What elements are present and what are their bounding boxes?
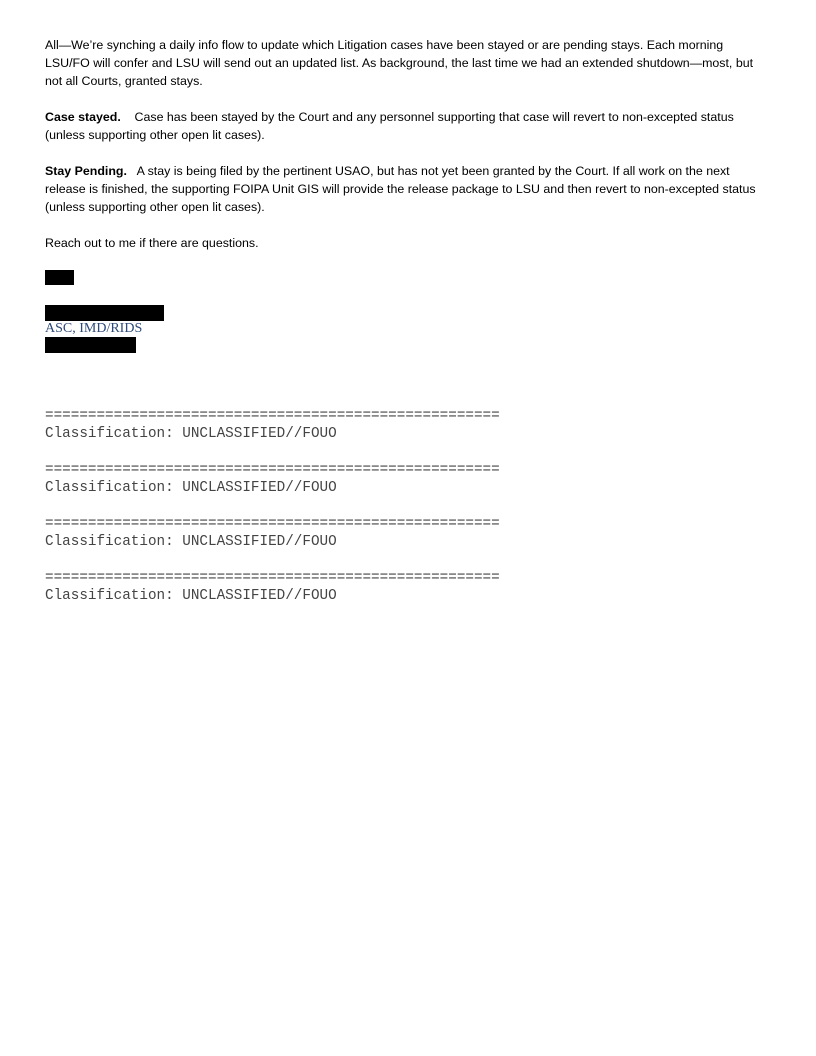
classification-block [45, 461, 771, 497]
classification-block [45, 407, 771, 443]
classification-block [45, 569, 771, 605]
stay-pending-text: A stay is being filed by the pertinent USAO, but has not yet been granted by the Court. If all work on the next release is finished, the supporting FOIPA Unit GIS will provide the release package to LSU and then revert to non-excepted status (unless supporting other open lit cases). [45, 164, 756, 214]
classification-line: Classification: UNCLASSIFIED//FOUO [45, 426, 337, 442]
separator-line: ===================================================== [45, 570, 500, 586]
stay-pending-heading: Stay Pending. [45, 164, 127, 178]
classification-footer [45, 407, 771, 605]
redaction-bar-contact [45, 337, 136, 353]
case-stayed-paragraph [45, 108, 771, 144]
classification-line: Classification: UNCLASSIFIED//FOUO [45, 588, 337, 604]
stay-pending-paragraph [45, 162, 771, 216]
classification-block [45, 515, 771, 551]
intro-paragraph: All—We’re synching a daily info flow to update which Litigation cases have been stayed or are pending stays. Each morning LSU/FO will confer and LSU will send out an updated list. As background, the last time we had an extended shutdown—most, but not all Courts, granted stays. [45, 38, 754, 88]
redaction-bar-fullname [45, 305, 164, 321]
classification-line: Classification: UNCLASSIFIED//FOUO [45, 480, 337, 496]
email-body [45, 36, 771, 623]
classification-line: Classification: UNCLASSIFIED//FOUO [45, 534, 337, 550]
separator-line: ===================================================== [45, 462, 500, 478]
case-stayed-heading: Case stayed. [45, 110, 121, 124]
separator-line: ===================================================== [45, 516, 500, 532]
separator-line: ===================================================== [45, 408, 500, 424]
redaction-bar-name [45, 270, 74, 285]
signature-block [45, 270, 771, 353]
closing-paragraph: Reach out to me if there are questions. [45, 236, 259, 250]
signature-title: ASC, IMD/RIDS [45, 321, 143, 336]
case-stayed-text: Case has been stayed by the Court and any personnel supporting that case will revert to non-excepted status (unless supporting other open lit cases). [45, 110, 734, 142]
